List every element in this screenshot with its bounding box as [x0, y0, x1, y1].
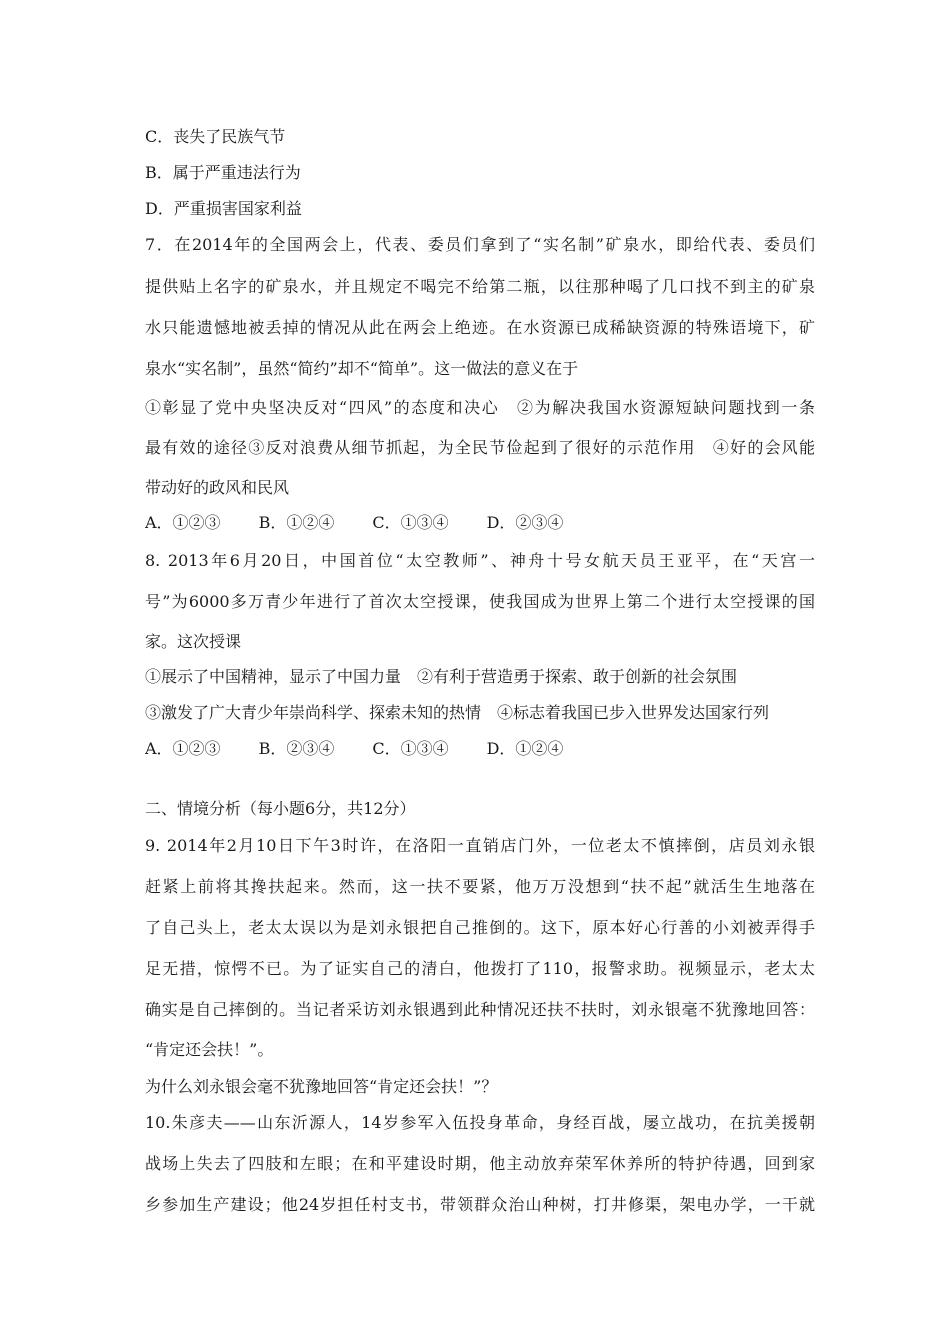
q8-choice-a: A．①②③	[145, 739, 221, 758]
q7-choice-c: C．①③④	[372, 513, 449, 532]
q8-choice-d: D．①②④	[486, 739, 564, 758]
q9-stem-line-6: “肯定还会扶！”。	[145, 1040, 274, 1059]
q8-choice-c: C．①③④	[372, 739, 449, 758]
q7-stem-line-1: 7．在2014年的全国两会上，代表、委员们拿到了“实名制”矿泉水，即给代表、委员们	[145, 235, 815, 254]
q10-stem-line-2: 战场上失去了四肢和左眼；在和平建设时期，他主动放弃荣军休养所的特护待遇，回到家	[145, 1154, 815, 1173]
q8-stem-line-1: 8. 2013年6月20日，中国首位“太空教师”、神舟十号女航天员王亚平，在“天宫一	[145, 551, 815, 570]
q8-statement-line-1: ①展示了中国精神，显示了中国力量 ②有利于营造勇于探索、敢于创新的社会氛围	[145, 667, 738, 686]
q6-option-c: C．丧失了民族气节	[145, 127, 286, 146]
q9-stem-line-5: 确实是自己摔倒的。当记者采访刘永银遇到此种情况还扶不扶时，刘永银毫不犹豫地回答：	[145, 1000, 815, 1019]
q9-question: 为什么刘永银会毫不犹豫地回答“肯定还会扶！”？	[145, 1077, 498, 1096]
q6-option-b: B．属于严重违法行为	[145, 163, 301, 182]
q8-stem-line-2: 号”为6000多万青少年进行了首次太空授课，使我国成为世界上第二个进行太空授课的国	[145, 592, 815, 611]
q7-statement-line-1: ①彰显了党中央坚决反对“四风”的态度和决心 ②为解决我国水资源短缺问题找到一条	[145, 398, 815, 417]
q7-choice-b: B．①②④	[258, 513, 335, 532]
q9-stem-line-2: 赶紧上前将其搀扶起来。然而，这一扶不要紧，他万万没想到“扶不起”就活生生地落在	[145, 877, 815, 896]
q9-stem-line-1: 9. 2014年2月10日下午3时许，在洛阳一直销店门外，一位老太不慎摔倒，店员刘永银	[145, 836, 815, 855]
q9-stem-line-4: 足无措，惊愕不已。为了证实自己的清白，他拨打了110，报警求助。视频显示，老太太	[145, 959, 815, 978]
q7-choice-d: D．②③④	[486, 513, 564, 532]
q7-choice-a: A．①②③	[145, 513, 221, 532]
q7-choices	[145, 513, 815, 533]
q10-stem-line-1: 10.朱彦夫——山东沂源人，14岁参军入伍投身革命，身经百战，屡立战功，在抗美援朝	[145, 1113, 815, 1132]
q7-stem-line-2: 提供贴上名字的矿泉水，并且规定不喝完不给第二瓶，以往那种喝了几口找不到主的矿泉	[145, 277, 815, 296]
section-heading: 二、情境分析（每小题6分，共12分）	[145, 799, 416, 818]
q8-choice-b: B．②③④	[258, 739, 335, 758]
q8-statement-line-2: ③激发了广大青少年崇尚科学、探索未知的热情 ④标志着我国已步入世界发达国家行列	[145, 703, 770, 722]
q7-statement-line-2: 最有效的途径③反对浪费从细节抓起，为全民节俭起到了很好的示范作用 ④好的会风能	[145, 438, 815, 457]
q6-option-d: D．严重损害国家利益	[145, 199, 302, 218]
q7-statement-line-3: 带动好的政风和民风	[145, 478, 290, 497]
q8-choices	[145, 739, 815, 759]
q7-stem-line-3: 水只能遗憾地被丢掉的情况从此在两会上绝迹。在水资源已成稀缺资源的特殊语境下，矿	[145, 318, 815, 337]
q8-stem-line-3: 家。这次授课	[145, 632, 242, 651]
q10-stem-line-3: 乡参加生产建设；他24岁担任村支书，带领群众治山种树，打井修渠，架电办学，一干就	[145, 1195, 815, 1214]
q9-stem-line-3: 了自己头上，老太太误以为是刘永银把自己推倒的。这下，原本好心行善的小刘被弄得手	[145, 918, 815, 937]
q7-stem-line-4: 泉水“实名制”，虽然“简约”却不“简单”。这一做法的意义在于	[145, 359, 579, 378]
